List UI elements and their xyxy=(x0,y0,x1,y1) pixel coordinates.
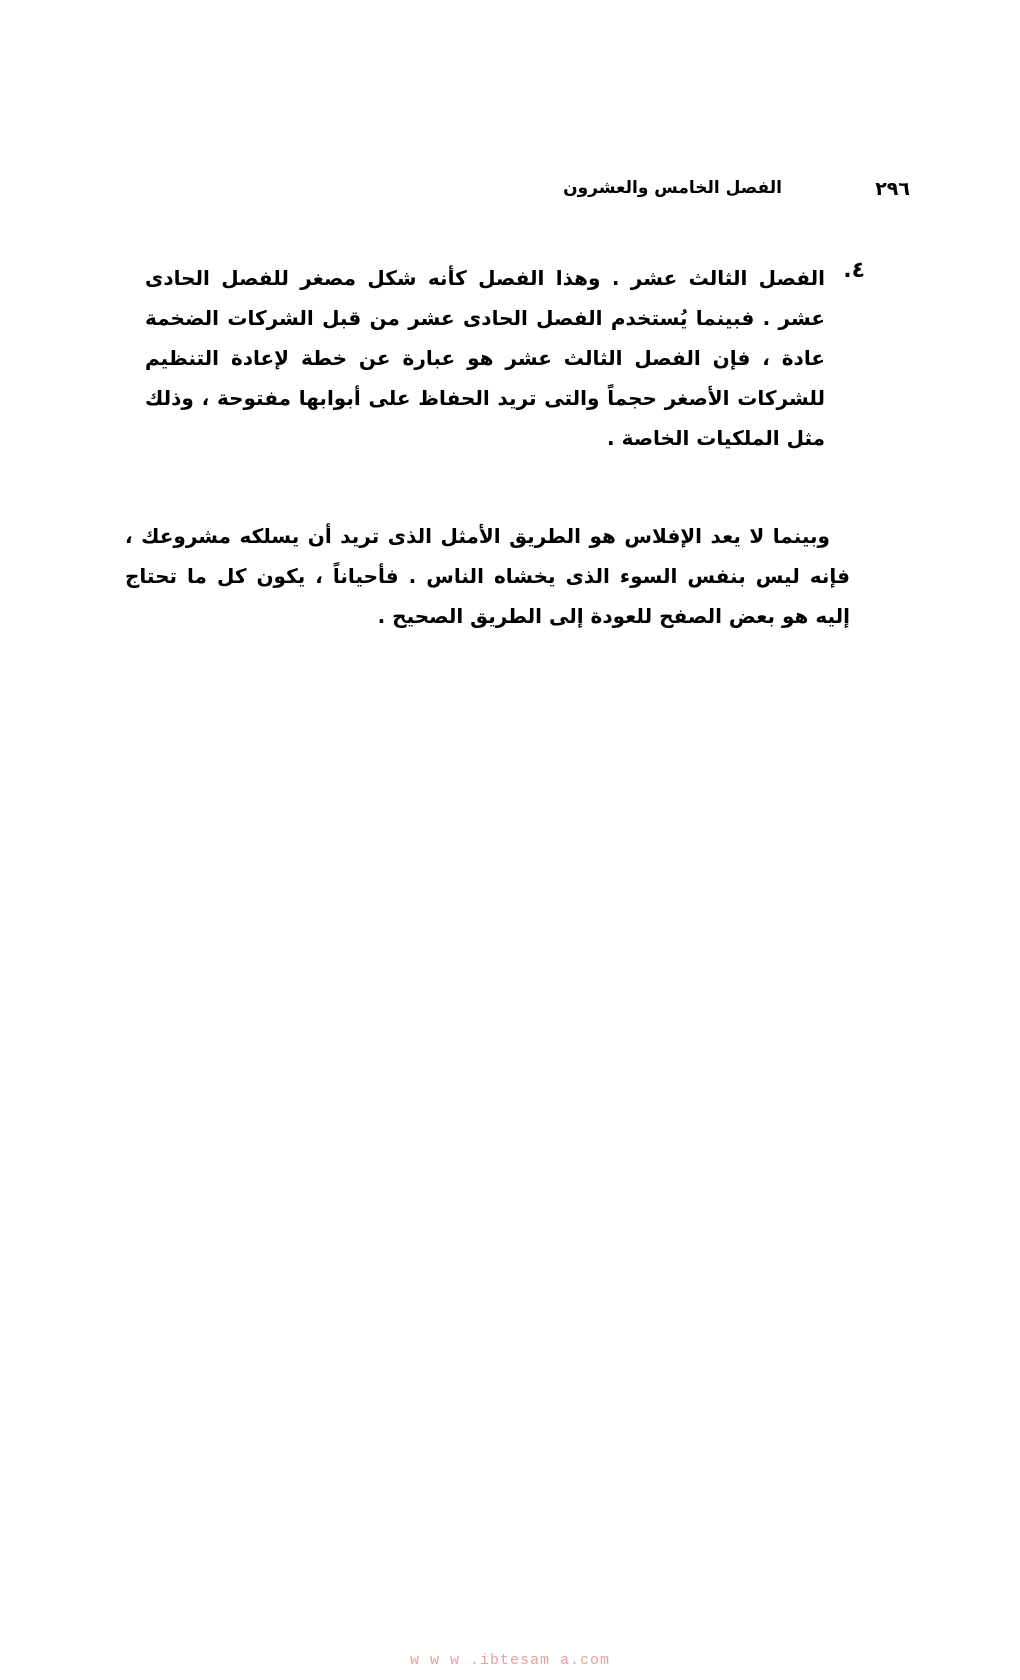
list-marker: ٤. xyxy=(843,258,865,283)
site-watermark: w w w .ibtesam a.com xyxy=(409,1652,611,1669)
body-paragraph: وبينما لا يعد الإفلاس هو الطريق الأمثل الذى تريد أن يسلكه مشروعك ، فإنه ليس بنفس السوء الذى يخشاه الناس . فأحياناً ، يكون كل ما تحتاج إليه هو بعض الصفح للعودة إلى الطريق الصحيح . xyxy=(125,524,850,628)
list-item-text: الفصل الثالث عشر . وهذا الفصل كأنه شكل مصغر للفصل الحادى عشر . فبينما يُستخدم الفصل الحادى عشر من قبل الشركات الضخمة عادة ، فإن الفصل الثالث عشر هو عبارة عن خطة لإعادة التنظيم للشركات الأصغر حجماً والتى تريد الحفاظ على أبوابها مفتوحة ، وذلك مثل الملكيات الخاصة . xyxy=(145,266,825,450)
chapter-title: الفصل الخامس والعشرون xyxy=(563,178,782,198)
page-number: ٢٩٦ xyxy=(875,178,910,200)
numbered-list-item xyxy=(145,258,865,458)
running-header xyxy=(380,178,910,208)
